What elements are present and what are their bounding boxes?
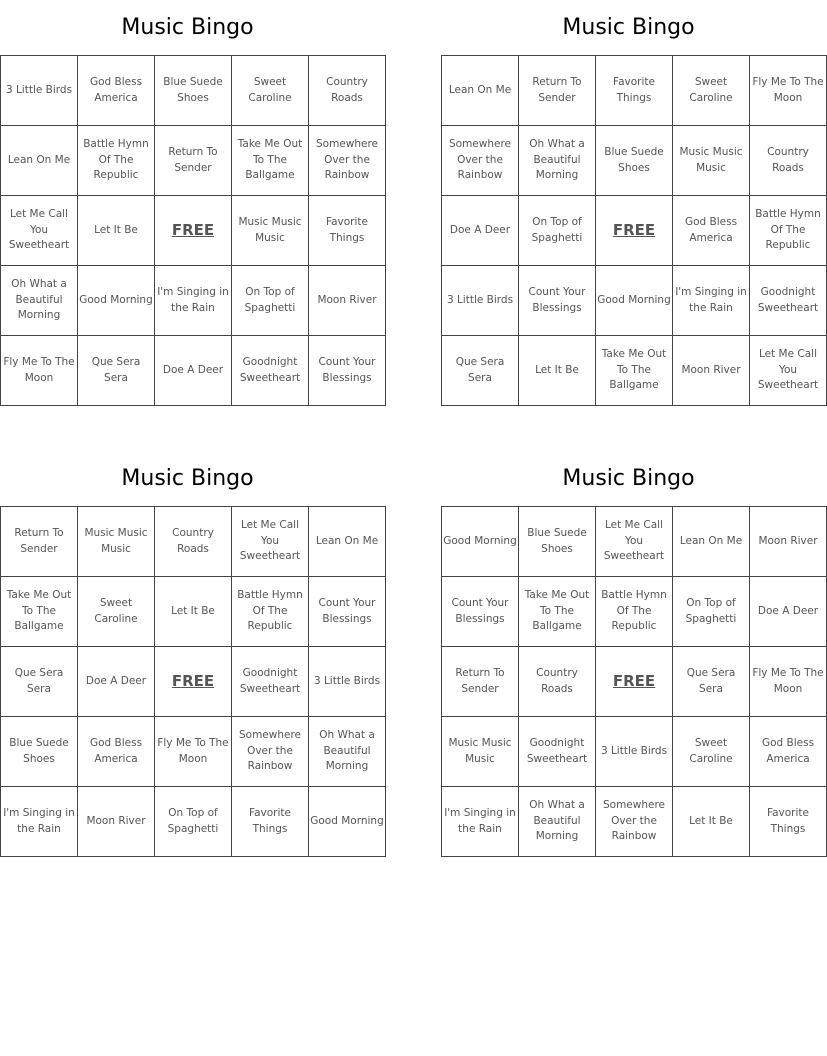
- bingo-cell: Country Roads: [155, 507, 232, 577]
- grid-row: [1, 507, 386, 577]
- bingo-cell: Let Me Call You Sweetheart: [750, 336, 827, 406]
- bingo-cell: Somewhere Over the Rainbow: [309, 126, 386, 196]
- grid-row: [1, 126, 386, 196]
- bingo-cell: Country Roads: [309, 56, 386, 126]
- grid-row: [442, 647, 827, 717]
- free-space-cell: FREE: [155, 196, 232, 266]
- grid-row: [442, 787, 827, 857]
- bingo-cell: Lean On Me: [442, 56, 519, 126]
- grid-row: [1, 336, 386, 406]
- bingo-cell: Blue Suede Shoes: [596, 126, 673, 196]
- bingo-cell: Count Your Blessings: [309, 336, 386, 406]
- grid-row: [442, 266, 827, 336]
- bingo-cell: Good Morning: [309, 787, 386, 857]
- bingo-cell: Good Morning: [442, 507, 519, 577]
- grid-row: [1, 787, 386, 857]
- bingo-cell: Somewhere Over the Rainbow: [232, 717, 309, 787]
- bingo-cell: Let Me Call You Sweetheart: [1, 196, 78, 266]
- bingo-cell: Moon River: [673, 336, 750, 406]
- bingo-cell: Moon River: [309, 266, 386, 336]
- bingo-cell: I'm Singing in the Rain: [673, 266, 750, 336]
- bingo-cell: Blue Suede Shoes: [519, 507, 596, 577]
- bingo-cell: Favorite Things: [309, 196, 386, 266]
- bingo-cell: On Top of Spaghetti: [232, 266, 309, 336]
- bingo-cell: Doe A Deer: [155, 336, 232, 406]
- bingo-cell: Good Morning: [78, 266, 155, 336]
- bingo-cell: Take Me Out To The Ballgame: [596, 336, 673, 406]
- bingo-cell: Blue Suede Shoes: [1, 717, 78, 787]
- bingo-card-3: [0, 451, 384, 857]
- bingo-cell: Goodnight Sweetheart: [519, 717, 596, 787]
- bingo-cell: Music Music Music: [442, 717, 519, 787]
- card-title: Music Bingo: [562, 466, 695, 491]
- bingo-cell: On Top of Spaghetti: [519, 196, 596, 266]
- bingo-cell: Oh What a Beautiful Morning: [519, 126, 596, 196]
- bingo-cell: Good Morning: [596, 266, 673, 336]
- bingo-cell: Music Music Music: [673, 126, 750, 196]
- bingo-cell: Oh What a Beautiful Morning: [309, 717, 386, 787]
- bingo-cell: Fly Me To The Moon: [1, 336, 78, 406]
- bingo-cell: Moon River: [750, 507, 827, 577]
- bingo-cell: Country Roads: [750, 126, 827, 196]
- bingo-cell: Que Sera Sera: [1, 647, 78, 717]
- bingo-cell: Doe A Deer: [750, 577, 827, 647]
- bingo-cell: God Bless America: [78, 56, 155, 126]
- bingo-cell: Music Music Music: [232, 196, 309, 266]
- card-title: Music Bingo: [562, 15, 695, 40]
- grid-row: [442, 56, 827, 126]
- grid-row: [442, 507, 827, 577]
- bingo-cell: Battle Hymn Of The Republic: [232, 577, 309, 647]
- grid-row: [442, 196, 827, 266]
- bingo-cell: Doe A Deer: [78, 647, 155, 717]
- bingo-cell: Somewhere Over the Rainbow: [596, 787, 673, 857]
- bingo-cell: Doe A Deer: [442, 196, 519, 266]
- bingo-cell: 3 Little Birds: [309, 647, 386, 717]
- bingo-cell: 3 Little Birds: [1, 56, 78, 126]
- bingo-grid: [441, 506, 827, 857]
- bingo-cell: I'm Singing in the Rain: [155, 266, 232, 336]
- bingo-cell: Let It Be: [78, 196, 155, 266]
- card-title: Music Bingo: [121, 466, 254, 491]
- card-title: Music Bingo: [121, 15, 254, 40]
- free-space-cell: FREE: [596, 647, 673, 717]
- bingo-cell: Sweet Caroline: [673, 717, 750, 787]
- bingo-cell: Sweet Caroline: [232, 56, 309, 126]
- bingo-cell: Fly Me To The Moon: [155, 717, 232, 787]
- bingo-cell: 3 Little Birds: [442, 266, 519, 336]
- bingo-cell: Fly Me To The Moon: [750, 647, 827, 717]
- bingo-grid: [0, 55, 386, 406]
- bingo-cell: Let It Be: [673, 787, 750, 857]
- bingo-cell: Return To Sender: [519, 56, 596, 126]
- bingo-cell: Count Your Blessings: [309, 577, 386, 647]
- bingo-cell: Let Me Call You Sweetheart: [232, 507, 309, 577]
- grid-row: [1, 577, 386, 647]
- bingo-cell: Que Sera Sera: [673, 647, 750, 717]
- bingo-cell: Moon River: [78, 787, 155, 857]
- bingo-cell: Take Me Out To The Ballgame: [1, 577, 78, 647]
- bingo-grid: [0, 506, 386, 857]
- bingo-cell: Battle Hymn Of The Republic: [750, 196, 827, 266]
- bingo-cell: Sweet Caroline: [673, 56, 750, 126]
- grid-row: [1, 647, 386, 717]
- bingo-cell: Goodnight Sweetheart: [232, 647, 309, 717]
- bingo-cell: Goodnight Sweetheart: [232, 336, 309, 406]
- bingo-cell: Return To Sender: [155, 126, 232, 196]
- bingo-cell: Oh What a Beautiful Morning: [519, 787, 596, 857]
- grid-row: [442, 126, 827, 196]
- bingo-cell: Oh What a Beautiful Morning: [1, 266, 78, 336]
- bingo-cell: Let It Be: [519, 336, 596, 406]
- bingo-cell: I'm Singing in the Rain: [442, 787, 519, 857]
- bingo-cell: Favorite Things: [596, 56, 673, 126]
- bingo-cell: 3 Little Birds: [596, 717, 673, 787]
- bingo-cell: Count Your Blessings: [442, 577, 519, 647]
- grid-row: [442, 336, 827, 406]
- free-space-cell: FREE: [155, 647, 232, 717]
- bingo-cell: Fly Me To The Moon: [750, 56, 827, 126]
- bingo-cell: Favorite Things: [232, 787, 309, 857]
- grid-row: [442, 577, 827, 647]
- bingo-cell: God Bless America: [78, 717, 155, 787]
- bingo-grid: [441, 55, 827, 406]
- bingo-cell: Let Me Call You Sweetheart: [596, 507, 673, 577]
- bingo-cell: Count Your Blessings: [519, 266, 596, 336]
- bingo-cell: Battle Hymn Of The Republic: [596, 577, 673, 647]
- grid-row: [1, 196, 386, 266]
- bingo-cell: Let It Be: [155, 577, 232, 647]
- bingo-cell: Favorite Things: [750, 787, 827, 857]
- free-space-cell: FREE: [596, 196, 673, 266]
- bingo-cell: Que Sera Sera: [442, 336, 519, 406]
- bingo-cell: Take Me Out To The Ballgame: [519, 577, 596, 647]
- grid-row: [1, 266, 386, 336]
- bingo-cell: Que Sera Sera: [78, 336, 155, 406]
- bingo-cell: On Top of Spaghetti: [155, 787, 232, 857]
- bingo-cell: Country Roads: [519, 647, 596, 717]
- bingo-cell: I'm Singing in the Rain: [1, 787, 78, 857]
- bingo-card-1: [0, 0, 379, 406]
- bingo-card-4: [441, 451, 824, 857]
- bingo-cell: God Bless America: [750, 717, 827, 787]
- bingo-cell: Lean On Me: [309, 507, 386, 577]
- bingo-cell: Blue Suede Shoes: [155, 56, 232, 126]
- grid-row: [1, 56, 386, 126]
- bingo-cell: Lean On Me: [1, 126, 78, 196]
- bingo-cell: Somewhere Over the Rainbow: [442, 126, 519, 196]
- bingo-cell: Take Me Out To The Ballgame: [232, 126, 309, 196]
- bingo-cell: On Top of Spaghetti: [673, 577, 750, 647]
- bingo-cell: Lean On Me: [673, 507, 750, 577]
- bingo-cell: Return To Sender: [1, 507, 78, 577]
- bingo-cell: Battle Hymn Of The Republic: [78, 126, 155, 196]
- grid-row: [442, 717, 827, 787]
- bingo-cell: God Bless America: [673, 196, 750, 266]
- bingo-cell: Return To Sender: [442, 647, 519, 717]
- bingo-cell: Sweet Caroline: [78, 577, 155, 647]
- bingo-cell: Goodnight Sweetheart: [750, 266, 827, 336]
- bingo-cell: Music Music Music: [78, 507, 155, 577]
- grid-row: [1, 717, 386, 787]
- bingo-card-2: [441, 0, 824, 406]
